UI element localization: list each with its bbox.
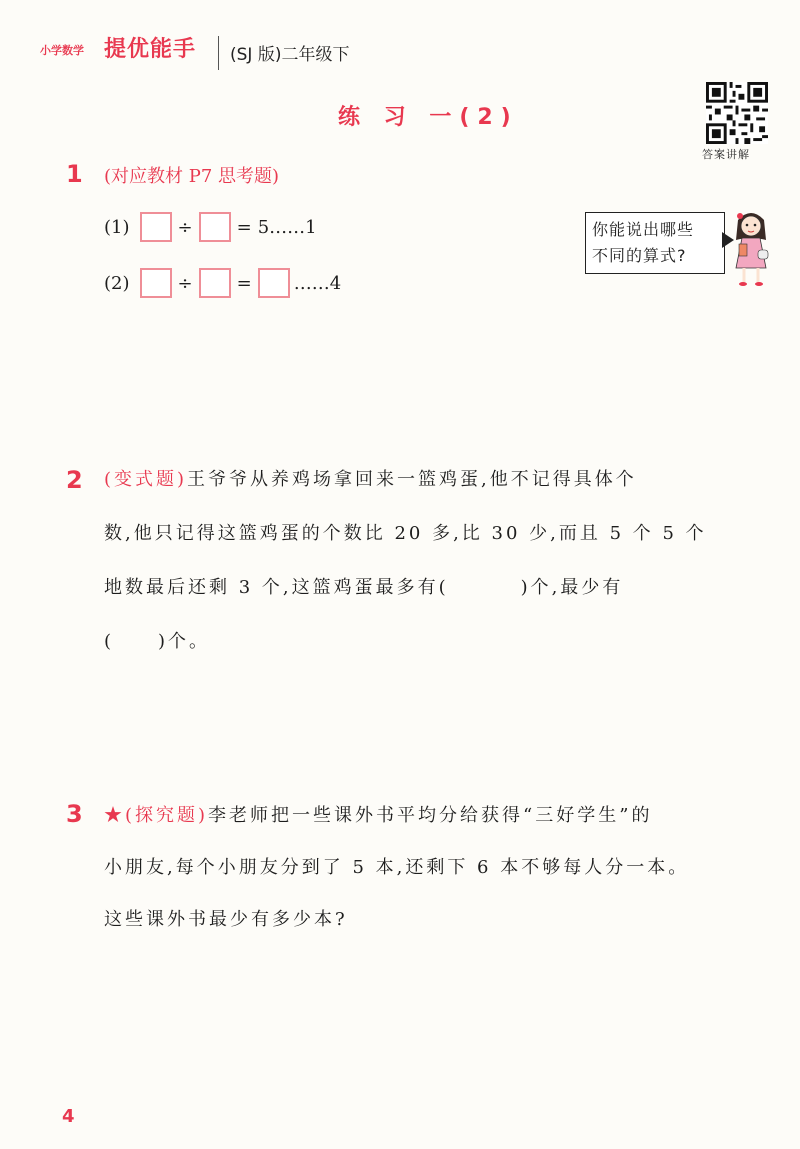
question-1-line-2 <box>104 268 341 298</box>
question-3-line-1: 李老师把一些课外书平均分给获得“三好学生”的 <box>208 805 653 826</box>
question-2-number: 2 <box>66 466 83 494</box>
girl-character-icon <box>728 206 774 288</box>
part-1-label: (1) <box>104 216 130 238</box>
remainder-2: ……4 <box>293 272 342 294</box>
question-3-tag: (探究题) <box>125 805 209 826</box>
question-1-number: 1 <box>66 160 83 188</box>
question-3-text <box>104 790 774 946</box>
result-with-remainder-1: 5……1 <box>257 216 317 238</box>
question-1-tag: (对应教材 P7 思考题) <box>104 166 280 187</box>
series-logo: 提优能手 <box>104 37 197 62</box>
question-2-tag: (变式题) <box>104 469 188 490</box>
answer-explanation-label: 答案讲解 <box>702 148 750 161</box>
answer-box-dividend-1[interactable] <box>140 212 172 242</box>
question-2-line-3b: )个,最少有 <box>520 577 624 598</box>
question-2-line-4a: ( <box>104 631 115 652</box>
star-icon: ★ <box>104 805 125 826</box>
qr-code-icon[interactable] <box>706 82 768 144</box>
question-2-line-1: 王爷爷从养鸡场拿回来一篮鸡蛋,他不记得具体个 <box>187 469 637 490</box>
divide-sign: ÷ <box>177 272 193 294</box>
question-2-line-2: 数,他只记得这篮鸡蛋的个数比 20 多,比 30 少,而且 5 个 5 个 <box>104 523 707 544</box>
answer-box-dividend-2[interactable] <box>140 268 172 298</box>
grade-label: (SJ 版)二年级下 <box>230 45 350 65</box>
question-2-line-3a: 地数最后还剩 3 个,这篮鸡蛋最多有( <box>104 577 449 598</box>
page-title: 练 习 一(2) <box>338 105 519 130</box>
answer-box-divisor-1[interactable] <box>199 212 231 242</box>
page-number: 4 <box>62 1106 75 1127</box>
question-3-line-3: 这些课外书最少有多少本? <box>104 909 348 930</box>
equals-sign: = <box>236 216 252 238</box>
question-3-number: 3 <box>66 800 83 828</box>
bubble-line-1: 你能说出哪些 <box>592 220 695 239</box>
question-2-line-4b: )个。 <box>158 631 211 652</box>
question-1-line-1 <box>104 212 317 242</box>
answer-box-quotient-2[interactable] <box>258 268 290 298</box>
header-divider <box>218 36 219 70</box>
equals-sign: = <box>236 272 252 294</box>
hint-speech-bubble <box>585 212 725 274</box>
answer-box-divisor-2[interactable] <box>199 268 231 298</box>
divide-sign: ÷ <box>177 216 193 238</box>
part-2-label: (2) <box>104 272 130 294</box>
series-small-label: 小学数学 <box>40 44 84 57</box>
question-2-text <box>104 453 774 669</box>
bubble-line-2: 不同的算式? <box>592 246 687 265</box>
question-3-line-2: 小朋友,每个小朋友分到了 5 本,还剩下 6 本不够每人分一本。 <box>104 857 690 878</box>
